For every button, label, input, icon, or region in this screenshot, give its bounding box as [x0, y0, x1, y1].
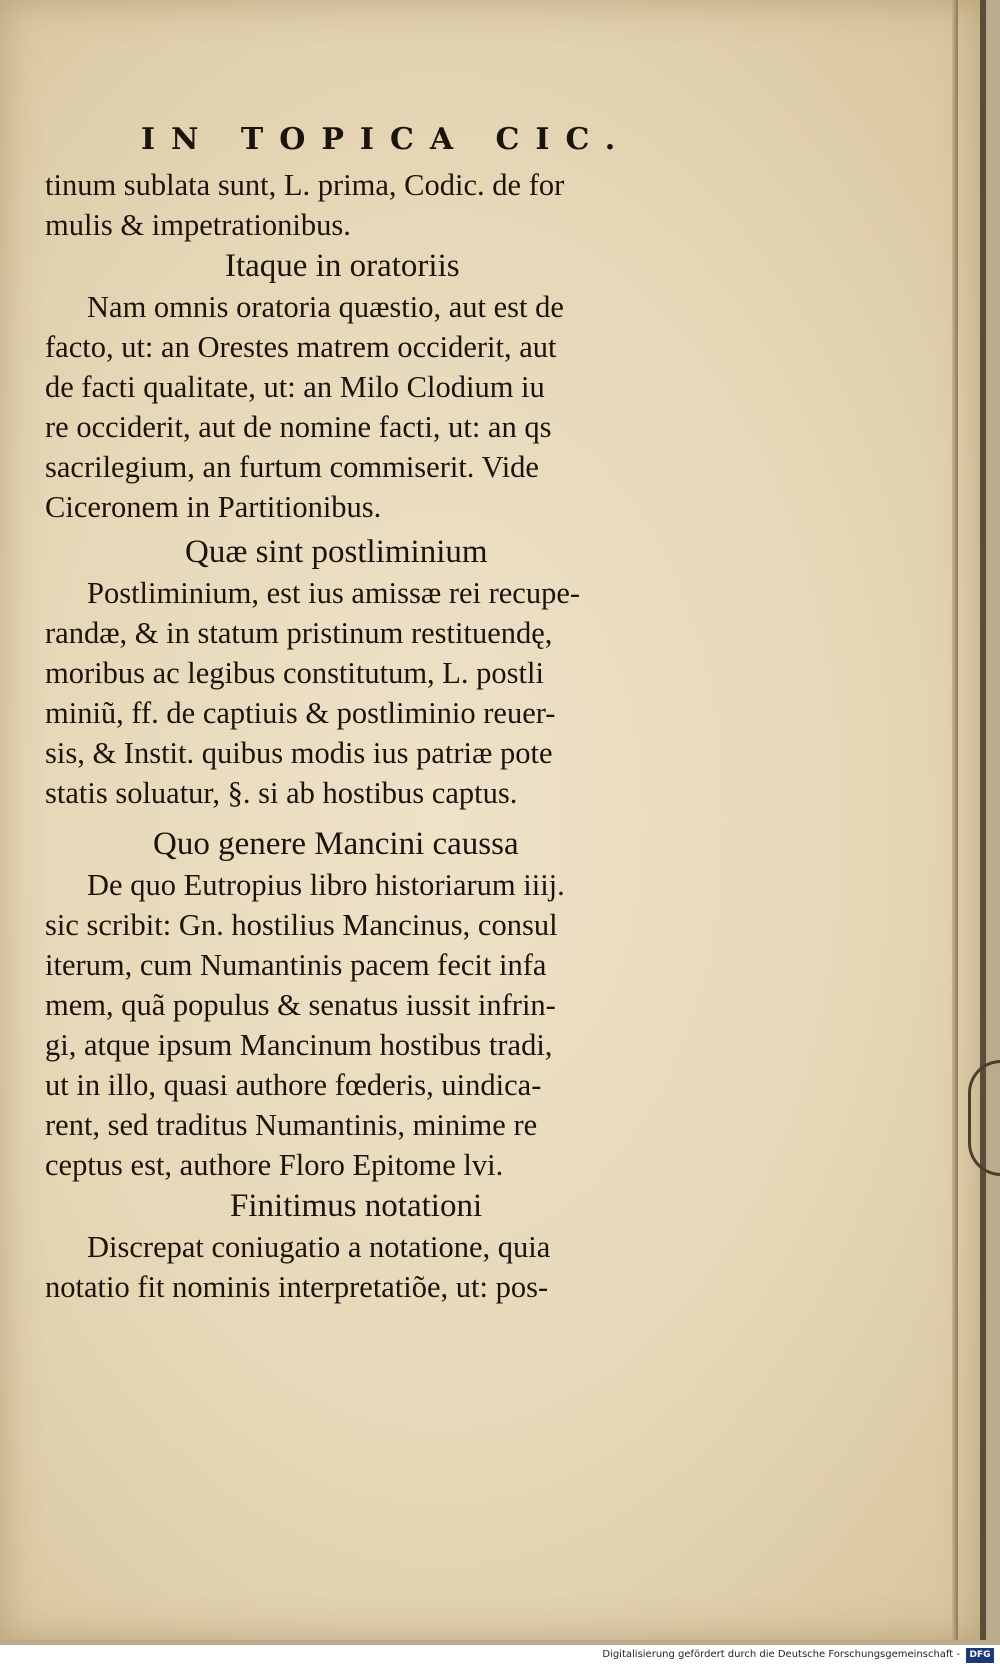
text-line: miniũ, ff. de captiuis & postliminio reuer-: [45, 696, 556, 730]
text-line: sis, & Instit. quibus modis ius patriæ pote: [45, 736, 553, 770]
text-line: facto, ut: an Orestes matrem occiderit, aut: [45, 330, 557, 364]
text-line: de facti qualitate, ut: an Milo Clodium iu: [45, 370, 545, 404]
text-line: sacrilegium, an furtum commiserit. Vide: [45, 450, 539, 484]
text-line: re occiderit, aut de nomine facti, ut: an qs: [45, 410, 552, 444]
text-line: iterum, cum Numantinis pacem fecit infa: [45, 948, 547, 982]
text-line: rent, sed traditus Numantinis, minime re: [45, 1108, 538, 1142]
text-line: mulis & impetrationibus.: [45, 208, 351, 242]
text-line: Nam omnis oratoria quæstio, aut est de: [87, 290, 564, 324]
footer-credit: Digitalisierung gefördert durch die Deutsche Forschungsgemeinschaft -: [602, 1649, 960, 1660]
page-edge: [952, 0, 958, 1640]
text-line: Postliminium, est ius amissæ rei recupe-: [87, 576, 581, 610]
section-heading: Quæ sint postliminium: [185, 534, 488, 570]
text-line: ceptus est, authore Floro Epitome lvi.: [45, 1148, 504, 1182]
text-line: Ciceronem in Partitionibus.: [45, 490, 382, 524]
section-heading: Quo genere Mancini caussa: [153, 826, 519, 862]
text-line: ut in illo, quasi authore fœderis, uindica-: [45, 1068, 542, 1102]
dfg-logo: DFG: [966, 1648, 994, 1663]
text-line: Discrepat coniugatio a notatione, quia: [87, 1230, 551, 1264]
text-line: moribus ac legibus constitutum, L. postli: [45, 656, 544, 690]
text-line: tinum sublata sunt, L. prima, Codic. de for: [45, 168, 565, 202]
text-line: sic scribit: Gn. hostilius Mancinus, consul: [45, 908, 558, 942]
text-block: [45, 115, 725, 1307]
digitization-footer: [0, 1645, 1000, 1669]
text-line: De quo Eutropius libro historiarum iiij.: [87, 868, 565, 902]
text-line: statis soluatur, §. si ab hostibus captus.: [45, 776, 518, 810]
text-line: gi, atque ipsum Mancinum hostibus tradi,: [45, 1028, 553, 1062]
page-clip: [968, 1060, 1000, 1176]
text-line: randæ, & in statum pristinum restituendę,: [45, 616, 553, 650]
section-heading: Itaque in oratoriis: [225, 248, 460, 284]
running-head: IN TOPICA CIC.: [141, 122, 632, 157]
text-line: mem, quã populus & senatus iussit infrin-: [45, 988, 556, 1022]
section-heading: Finitimus notationi: [230, 1188, 483, 1224]
text-line: notatio fit nominis interpretatiõe, ut: pos-: [45, 1270, 549, 1304]
